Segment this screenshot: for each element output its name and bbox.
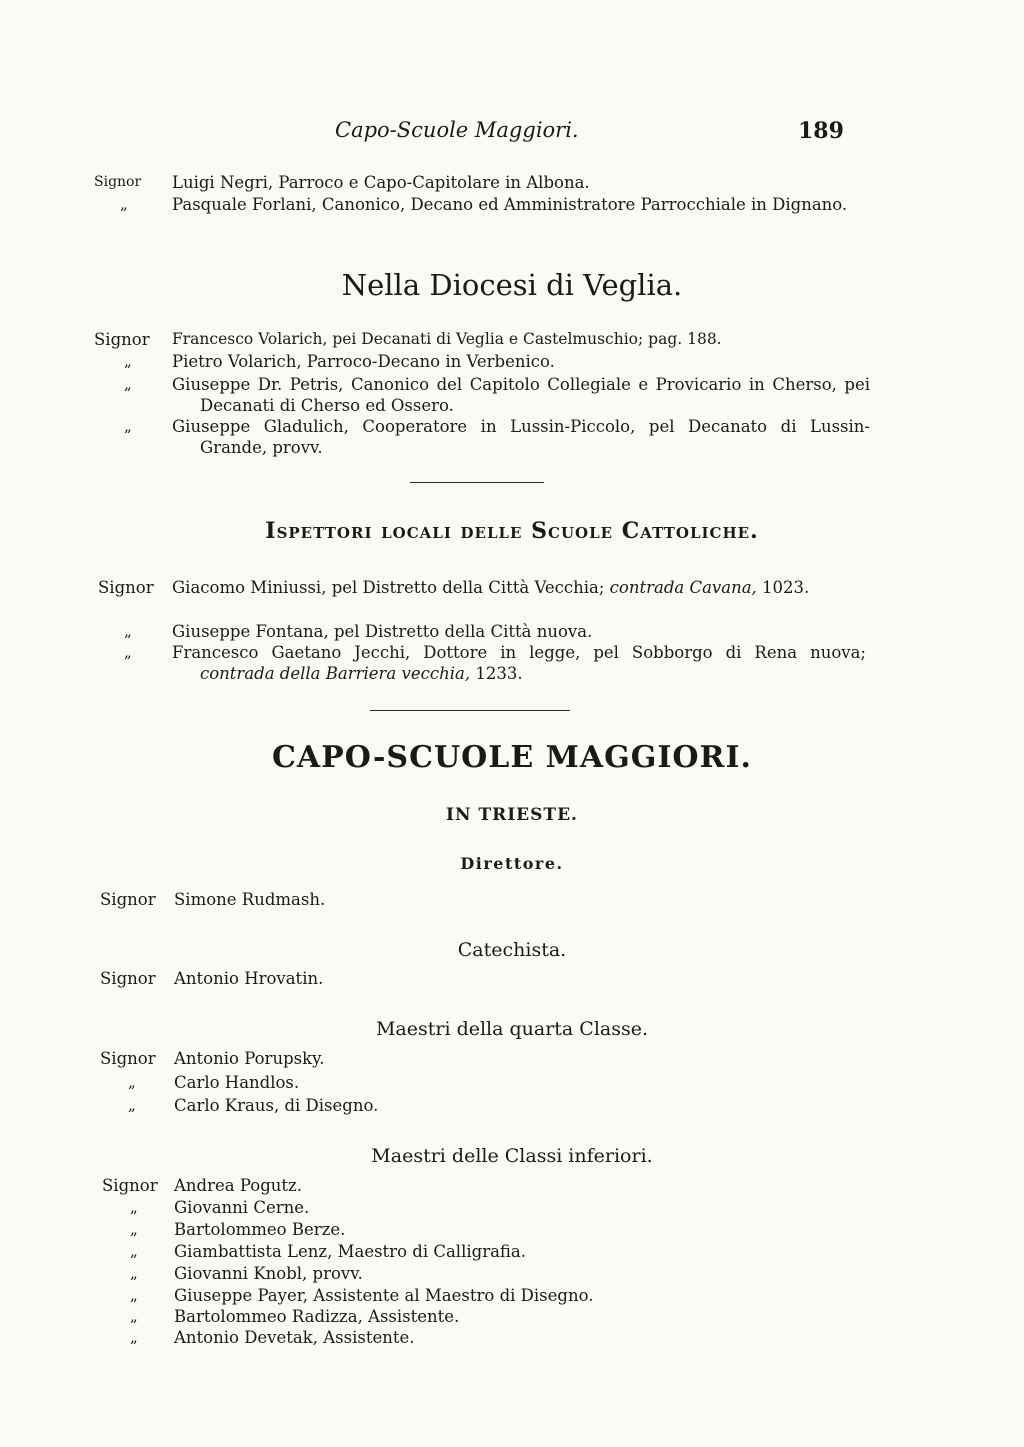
entry-text: Simone Rudmash.: [174, 890, 326, 909]
signor-label: Signor: [98, 578, 154, 597]
ditto-mark: „: [130, 1328, 138, 1346]
subheading-catechista: Catechista.: [457, 939, 567, 961]
entry-text: Bartolommeo Radizza, Assistente.: [174, 1307, 460, 1326]
ditto-mark: „: [124, 417, 132, 435]
street-name: contrada della Barriera vecchia,: [200, 664, 471, 683]
entry-text: Pietro Volarich, Parroco-Decano in Verbenico.: [172, 352, 555, 371]
subheading-inferiori: Maestri delle Classi inferiori.: [371, 1145, 653, 1167]
entry-text: Bartolommeo Berze.: [174, 1220, 346, 1239]
subheading-quarta: Maestri della quarta Classe.: [375, 1018, 649, 1040]
entry-text: Giuseppe Fontana, pel Distretto della Città nuova.: [172, 622, 593, 641]
entry-text: Antonio Hrovatin.: [174, 969, 324, 988]
ditto-mark: „: [128, 1073, 136, 1091]
ditto-mark: „: [124, 622, 132, 640]
entry-text: Giuseppe Dr. Petris, Canonico del Capitolo Collegiale e Provicario in Cherso, pei Decanati di Cherso ed Ossero.: [172, 375, 870, 415]
entry-text: Pasquale Forlani, Canonico, Decano ed Amministratore Parrocchiale in Dignano.: [172, 195, 848, 214]
ditto-mark: „: [124, 643, 132, 661]
ditto-mark: „: [130, 1198, 138, 1216]
entry-text: [172, 577, 866, 598]
running-title: Capo-Scuole Maggiori.: [335, 118, 579, 142]
ditto-mark: „: [124, 352, 132, 370]
location-heading: IN TRIESTE.: [446, 805, 578, 825]
entry-text: Giambattista Lenz, Maestro di Calligrafia.: [174, 1242, 527, 1261]
section-heading-capo-scuole: CAPO-SCUOLE MAGGIORI.: [272, 740, 752, 775]
page-number: 189: [798, 118, 844, 144]
entry-text: Giuseppe Payer, Assistente al Maestro di Disegno.: [174, 1286, 594, 1305]
house-number: 1023.: [756, 578, 810, 597]
entry-plain: Giacomo Miniussi, pel Distretto della Città Vecchia;: [172, 578, 610, 597]
entry-text: Luigi Negri, Parroco e Capo-Capitolare in Albona.: [172, 173, 590, 192]
entry-text: Carlo Kraus, di Disegno.: [174, 1096, 379, 1115]
entry-text: Giuseppe Gladulich, Cooperatore in Lussin-Piccolo, pel Decanato di Lussin-Grande, provv.: [172, 417, 870, 457]
section-divider: [370, 710, 570, 711]
section-heading-veglia: Nella Diocesi di Veglia.: [341, 268, 683, 302]
ditto-mark: „: [130, 1307, 138, 1325]
entry-text: Francesco Volarich, pei Decanati di Veglia e Castelmuschio; pag. 188.: [172, 330, 722, 348]
signor-label: Signor: [100, 1049, 156, 1068]
section-divider: [410, 482, 544, 483]
ditto-mark: „: [130, 1220, 138, 1238]
house-number: 1233.: [470, 664, 523, 683]
signor-label: Signor: [102, 1176, 158, 1195]
signor-label: Signor: [100, 890, 156, 909]
signor-label: Signor: [100, 969, 156, 988]
subheading-direttore: Direttore.: [460, 854, 564, 873]
ditto-mark: „: [128, 1096, 136, 1114]
signor-label: Signor: [94, 174, 142, 190]
section-heading-ispettori: Ispettori locali delle Scuole Cattoliche.: [265, 518, 759, 544]
ditto-mark: „: [130, 1242, 138, 1260]
ditto-mark: „: [130, 1286, 138, 1304]
signor-label: Signor: [94, 330, 150, 349]
ditto-mark: „: [120, 195, 128, 213]
entry-text: Carlo Handlos.: [174, 1073, 300, 1092]
page-header: [0, 118, 1024, 148]
ditto-mark: „: [124, 375, 132, 393]
entry-text: Giovanni Cerne.: [174, 1198, 310, 1217]
entry-plain: Francesco Gaetano Jecchi, Dottore in legge, pel Sobborgo di Rena nuova;: [172, 643, 866, 662]
ditto-mark: „: [130, 1264, 138, 1282]
entry-text: Andrea Pogutz.: [174, 1176, 302, 1195]
entry-text: Antonio Devetak, Assistente.: [174, 1328, 415, 1347]
entry-text: Antonio Porupsky.: [174, 1049, 325, 1068]
street-name: contrada Cavana,: [609, 578, 757, 597]
entry-text: Giovanni Knobl, provv.: [174, 1264, 363, 1283]
entry-text: [172, 642, 866, 684]
